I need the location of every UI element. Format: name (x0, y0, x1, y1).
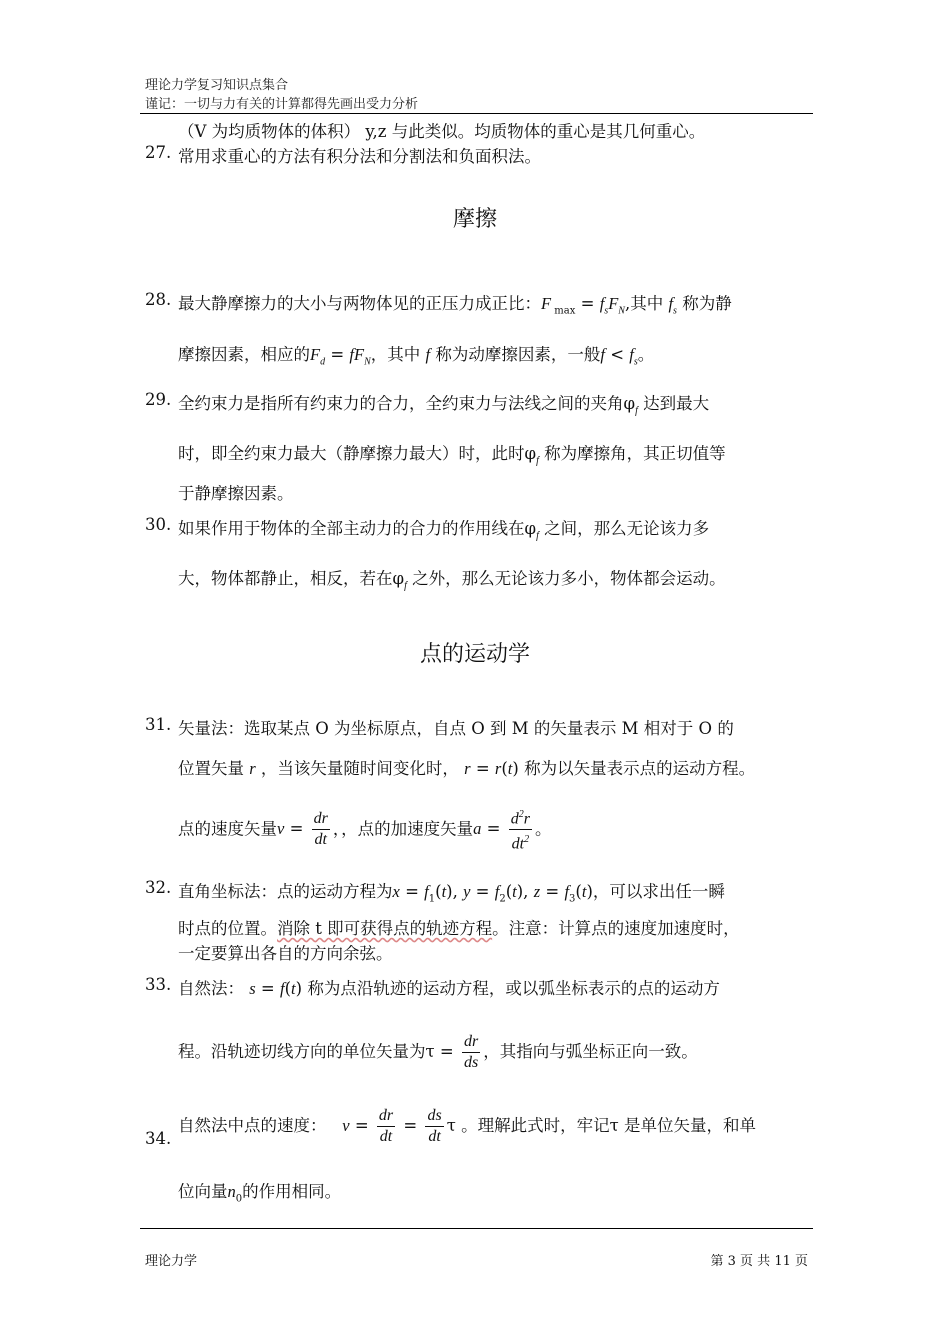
footer-left: 理论力学 (145, 1254, 198, 1269)
formula-s-of-t: s = f(t) (249, 979, 303, 998)
formula-n0: $n_0$ (227, 1182, 243, 1205)
formula-xyz: $x = f_1(t)$, $y = f_2(t)$, $z = f_3(t)$ (392, 882, 593, 905)
item-29-number: 29. (145, 390, 172, 409)
section-title-kinematics: 点的运动学 (419, 642, 530, 667)
item-27-number: 27. (145, 143, 172, 162)
item-29-line3: 于静摩擦因素。 (178, 484, 294, 503)
header-motto: 谨记：一切与力有关的计算都得先画出受力分析 (145, 97, 419, 112)
formula-velocity: v = $\frac{dr}{dt}$ (277, 810, 328, 849)
item-32-number: 32. (145, 878, 172, 897)
formula-f: f (425, 345, 431, 364)
header-title: 理论力学复习知识点集合 (145, 78, 289, 93)
item-28-line2: 摩擦因素，相应的$F_d = fF_N$，其中 f 称为动摩擦因素，一般$f < f_s$。 (178, 345, 655, 368)
item-30-line1: 如果作用于物体的全部主动力的合力的作用线在$\varphi_f$ 之间，那么无论该力多 (178, 519, 710, 542)
item-31-line1: 矢量法：选取某点 O 为坐标原点，自点 O 到 M 的矢量表示 M 相对于 O 的 (178, 719, 734, 738)
formula-phi-f: $\varphi_f$ (623, 394, 638, 417)
item-28-number: 28. (145, 290, 172, 309)
item-31-line2: 位置矢量 r ，当该矢量随时间变化时， r = r(t) 称为以矢量表示点的运动方程。 (178, 759, 756, 778)
item-33-line2: 程。沿轨迹切线方向的单位矢量为τ = $\frac{dr}{ds}$ ，其指向与弧坐标正向一致。 (178, 1033, 698, 1071)
item-34-line2: 位向量$n_0$的作用相同。 (178, 1182, 342, 1205)
formula-fd: $F_d = fF_N$ (310, 345, 371, 368)
formula-fs: $f_s$ (668, 294, 677, 317)
item-28-line1: 最大静摩擦力的大小与两物体见的正压力成正比：F $_{max} = f_sF_N$,其中 $f_s$ 称为静 (178, 294, 732, 317)
item-29-line2: 时，即全约束力最大（静摩擦力最大）时，此时$\varphi_f$ 称为摩擦角，其正切值等 (178, 444, 726, 467)
footer-rule (140, 1228, 813, 1229)
item-32-line3: 一定要算出各自的方向余弦。 (178, 944, 393, 963)
formula-natural-velocity: v = $\frac{dr}{dt}$ = $\frac{ds}{dt}$ τ (342, 1107, 456, 1145)
header-rule (140, 113, 813, 114)
item-30-number: 30. (145, 515, 172, 534)
item-29-line1: 全约束力是指所有约束力的合力，全约束力与法线之间的夹角$\varphi_f$ 达到最大 (178, 394, 710, 417)
formula-fmax: F $_{max} = f_sF_N$ (541, 294, 625, 317)
formula-tau: τ = $\frac{dr}{ds}$ (425, 1033, 479, 1071)
formula-phi-f: $\varphi_f$ (392, 569, 407, 592)
item-34-line1: 自然法中点的速度： v = $\frac{dr}{dt}$ = $\frac{ds}{dt}$ τ 。理解此式时，牢记τ 是单位矢量，和单 (178, 1107, 756, 1145)
item-33-line1: 自然法： s = f(t) 称为点沿轨迹的运动方程，或以弧坐标表示的点的运动方 (178, 979, 720, 998)
continuation-line: （V 为均质物体的体积） y,z 与此类似。均质物体的重心是其几何重心。 (178, 122, 706, 141)
item-31-number: 31. (145, 715, 172, 734)
formula-f-lt-fs: $f < f_s$ (600, 345, 638, 368)
formula-r: r (249, 759, 256, 778)
item-32-line1: 直角坐标法：点的运动方程为$x = f_1(t)$, $y = f_2(t)$, $z = f_3(t)$，可以求出任一瞬 (178, 882, 725, 905)
item-31-line3: 点的速度矢量v = $\frac{dr}{dt}$ ，，点的加速度矢量a = $\frac{d^2r}{dt^2}$ 。 (178, 805, 551, 855)
section-title-friction: 摩擦 (452, 207, 497, 232)
item-34-number: 34. (145, 1129, 172, 1148)
formula-acceleration: a = $\frac{d^2r}{dt^2}$ (473, 819, 535, 838)
item-32-line2: 时点的位置。消除 t 即可获得点的轨迹方程。注意：计算点的速度加速度时， (178, 919, 740, 938)
formula-phi-f: $\varphi_f$ (524, 519, 539, 542)
item-33-number: 33. (145, 975, 172, 994)
item-27-text: 常用求重心的方法有积分法和分割法和负面积法。 (178, 147, 541, 166)
formula-r-of-t: r = r(t) (464, 759, 519, 778)
spellcheck-underlined-text: 消除 t 即可获得点的轨迹方程 (277, 919, 493, 938)
item-30-line2: 大，物体都静止，相反，若在$\varphi_f$ 之外，那么无论该力多小，物体都会运动。 (178, 569, 726, 592)
footer-page-number: 第 3 页 共 11 页 (710, 1254, 808, 1269)
formula-phi-f: $\varphi_f$ (524, 444, 539, 467)
